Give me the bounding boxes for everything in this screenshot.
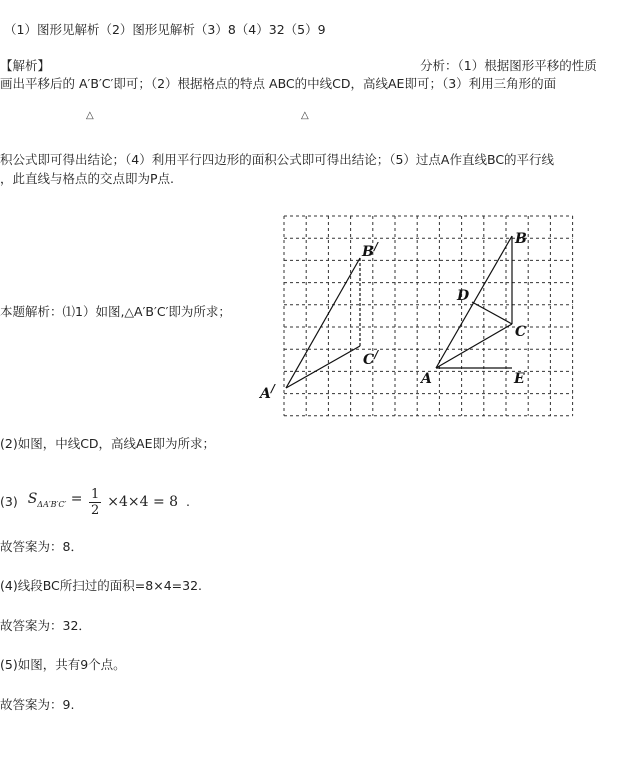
analysis-line-2: 积公式即可得出结论；（4）利用平行四边形的面积公式即可得出结论；（5）过点A作直线BC的平行线 — [0, 152, 555, 167]
part-4: (4)线段BC所扫过的面积=8×4=32. — [0, 578, 202, 593]
segment-a1-c1 — [286, 346, 360, 388]
label-e: E — [514, 371, 525, 387]
equals-sign: = — [70, 491, 83, 507]
label-a: A — [421, 371, 432, 387]
area-symbol: S — [27, 491, 38, 507]
label-c-prime: C/ — [363, 348, 379, 368]
analysis-line-1: 画出平移后的 A′B′C′即可；（2）根据格点的特点 ABC的中线CD，高线AE即可；（3）利用三角形的面 — [0, 76, 557, 91]
detail-intro: 本题解析：⑴1）如图,△A′B′C′即为所求； — [0, 304, 231, 319]
section-title: 【解析】 — [0, 58, 51, 73]
part-3 — [0, 482, 190, 516]
triangle-symbol-2: △ — [301, 110, 309, 121]
segment-a1-b1 — [286, 258, 360, 388]
area-subscript: ΔA′B′C′ — [37, 500, 67, 509]
fraction-denominator: 2 — [90, 502, 100, 518]
label-d: D — [457, 288, 470, 304]
fraction-half — [89, 487, 101, 518]
part-3-label: (3) — [0, 494, 18, 509]
segment-a-b — [436, 236, 512, 368]
fraction-numerator: 1 — [90, 486, 100, 502]
answer-line: （1）图形见解析（2）图形见解析（3）8（4）32（5）9 — [4, 22, 326, 37]
part-3-end: . — [186, 494, 191, 509]
label-b-prime: B/ — [362, 240, 378, 260]
part-5: (5)如图，共有9个点。 — [0, 657, 126, 672]
answer-4: 故答案为：32． — [0, 618, 91, 633]
analysis-lead: 分析：（1）根据图形平移的性质 — [420, 58, 597, 73]
label-b: B — [515, 231, 527, 247]
label-a-prime: A/ — [260, 382, 275, 402]
triangle-symbol-1: △ — [86, 110, 94, 121]
area-result: ×4×4 = 8 — [107, 494, 179, 510]
answer-5: 故答案为：9. — [0, 697, 75, 712]
part-2: (2)如图，中线CD，高线AE即为所求； — [0, 436, 216, 451]
grid-figure — [260, 212, 575, 417]
segment-a-c — [436, 324, 512, 368]
label-c: C — [515, 324, 527, 340]
answer-3: 故答案为：8． — [0, 539, 83, 554]
analysis-line-3: ，此直线与格点的交点即为P点. — [0, 171, 175, 186]
area-formula — [28, 491, 87, 507]
